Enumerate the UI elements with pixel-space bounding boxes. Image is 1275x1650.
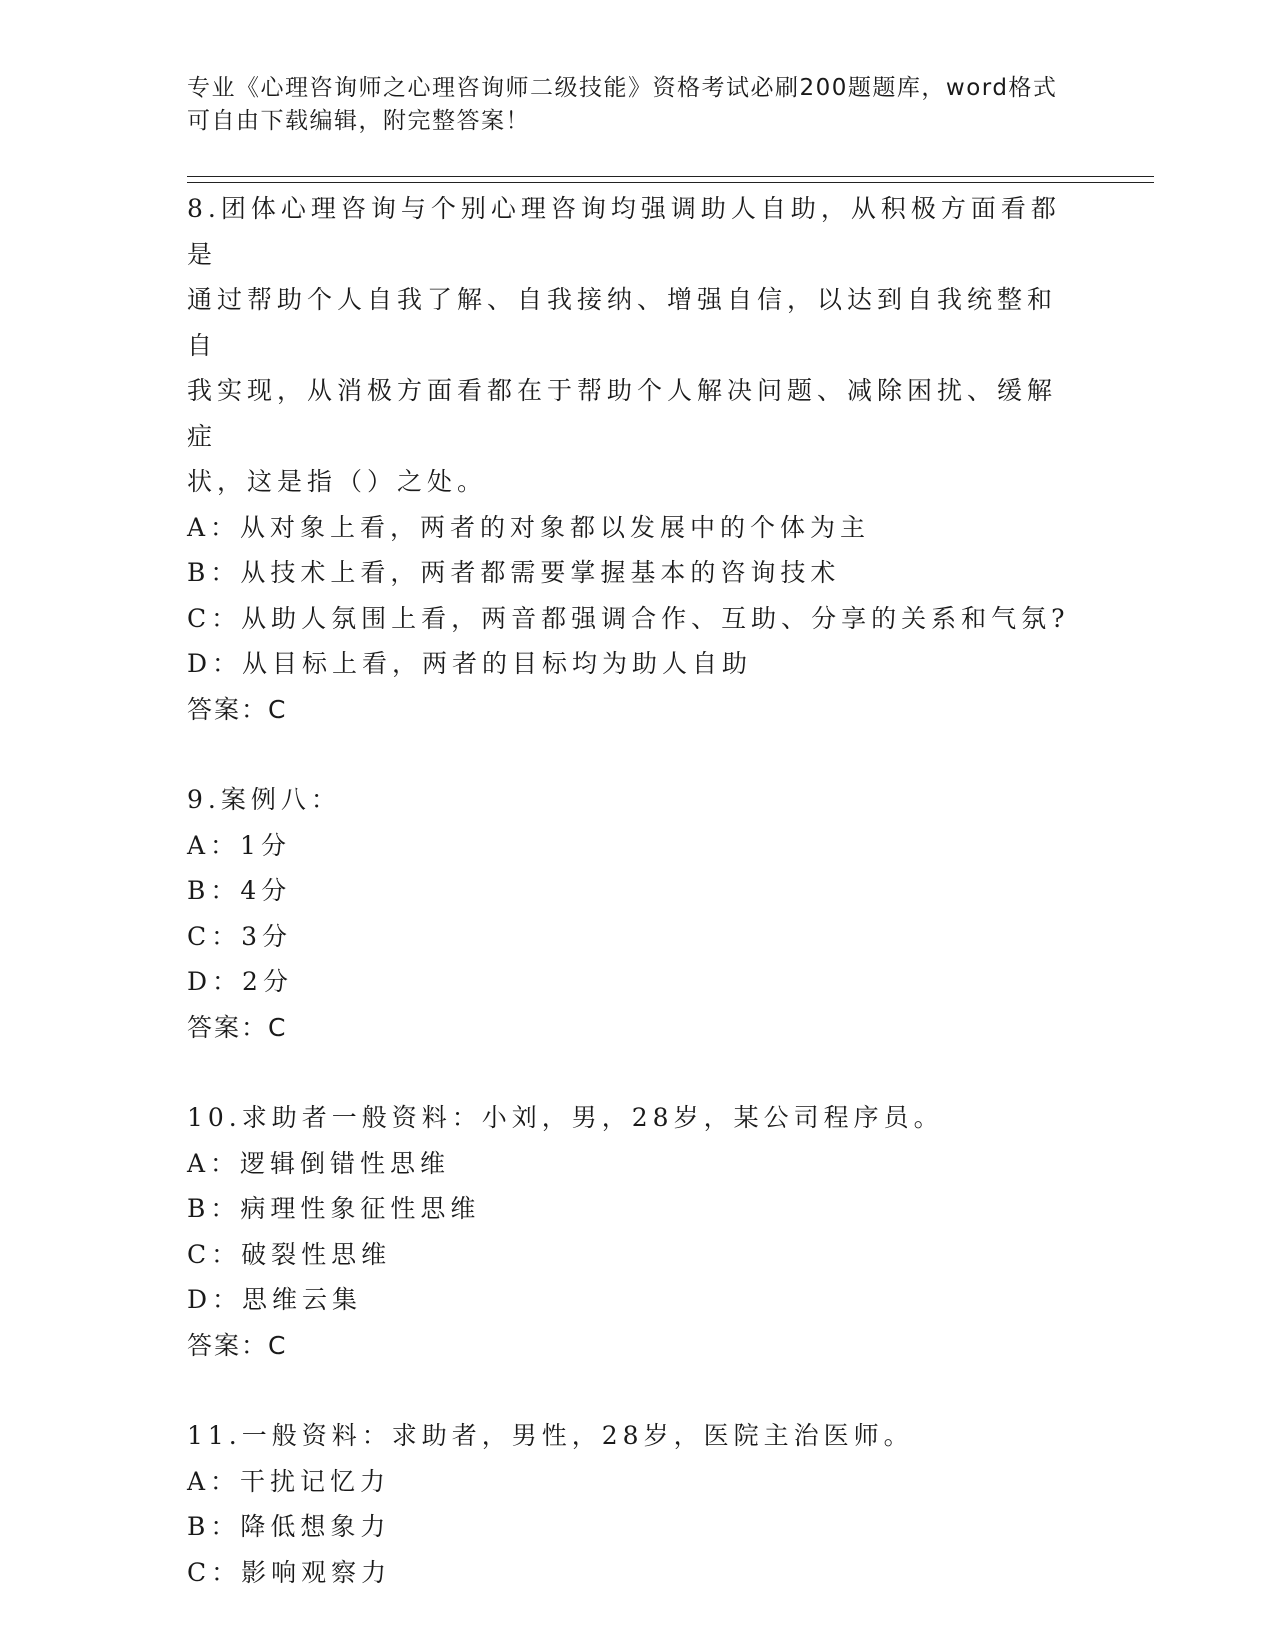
option-a: A：干扰记忆力: [187, 1466, 391, 1496]
question-list: [187, 186, 1070, 1640]
question-stem-line: 我实现，从消极方面看都在于帮助个人解决问题、减除困扰、缓解症: [187, 376, 1058, 451]
option-d: D：2分: [187, 967, 293, 996]
option-b: B：4分: [187, 876, 292, 905]
option-c: C：影响观察力: [187, 1557, 392, 1587]
question-8: [187, 186, 1070, 732]
option-b: B：降低想象力: [187, 1512, 391, 1541]
answer-line: 答案：C: [187, 1012, 288, 1042]
answer-line: 答案：C: [187, 1330, 288, 1360]
option-d: D：从目标上看，两者的目标均为助人自助: [187, 649, 753, 678]
option-c: C：3分: [187, 921, 293, 951]
option-c: C：破裂性思维: [187, 1239, 392, 1269]
option-a: A：逻辑倒错性思维: [187, 1148, 451, 1178]
option-a: A：1分: [187, 830, 291, 860]
answer-line: 答案：C: [187, 694, 288, 724]
option-d: D：思维云集: [187, 1285, 363, 1314]
option-a: A：从对象上看，两者的对象都以发展中的个体为主: [187, 512, 871, 542]
question-11: [187, 1413, 1067, 1595]
option-b: B：从技术上看，两者都需要掌握基本的咨询技术: [187, 558, 841, 587]
document-header: [187, 72, 1067, 138]
header-title-line-1: 专业《心理咨询师之心理咨询师二级技能》资格考试必刷200题题库，word格式: [187, 75, 1058, 101]
question-stem-line: 10.求助者一般资料：小刘，男，28岁，某公司程序员。: [187, 1103, 944, 1132]
header-title-line-2: 可自由下载编辑，附完整答案！: [187, 108, 530, 134]
question-stem-line: 8.团体心理咨询与个别心理咨询均强调助人自助，从积极方面看都是: [187, 194, 1061, 269]
option-c: C：从助人氛围上看，两音都强调合作、互助、分享的关系和气氛?: [187, 603, 1070, 633]
question-stem-line: 通过帮助个人自我了解、自我接纳、增强自信，以达到自我统整和自: [187, 285, 1058, 360]
option-b: B：病理性象征性思维: [187, 1194, 481, 1223]
question-stem-line: 9.案例八：: [187, 785, 341, 814]
question-stem-line: 11.一般资料：求助者，男性，28岁，医院主治医师。: [187, 1421, 914, 1450]
question-stem-line: 状，这是指（）之处。: [187, 467, 488, 496]
header-double-rule: [187, 176, 1154, 183]
question-10: [187, 1095, 1067, 1368]
question-9: [187, 777, 1067, 1050]
